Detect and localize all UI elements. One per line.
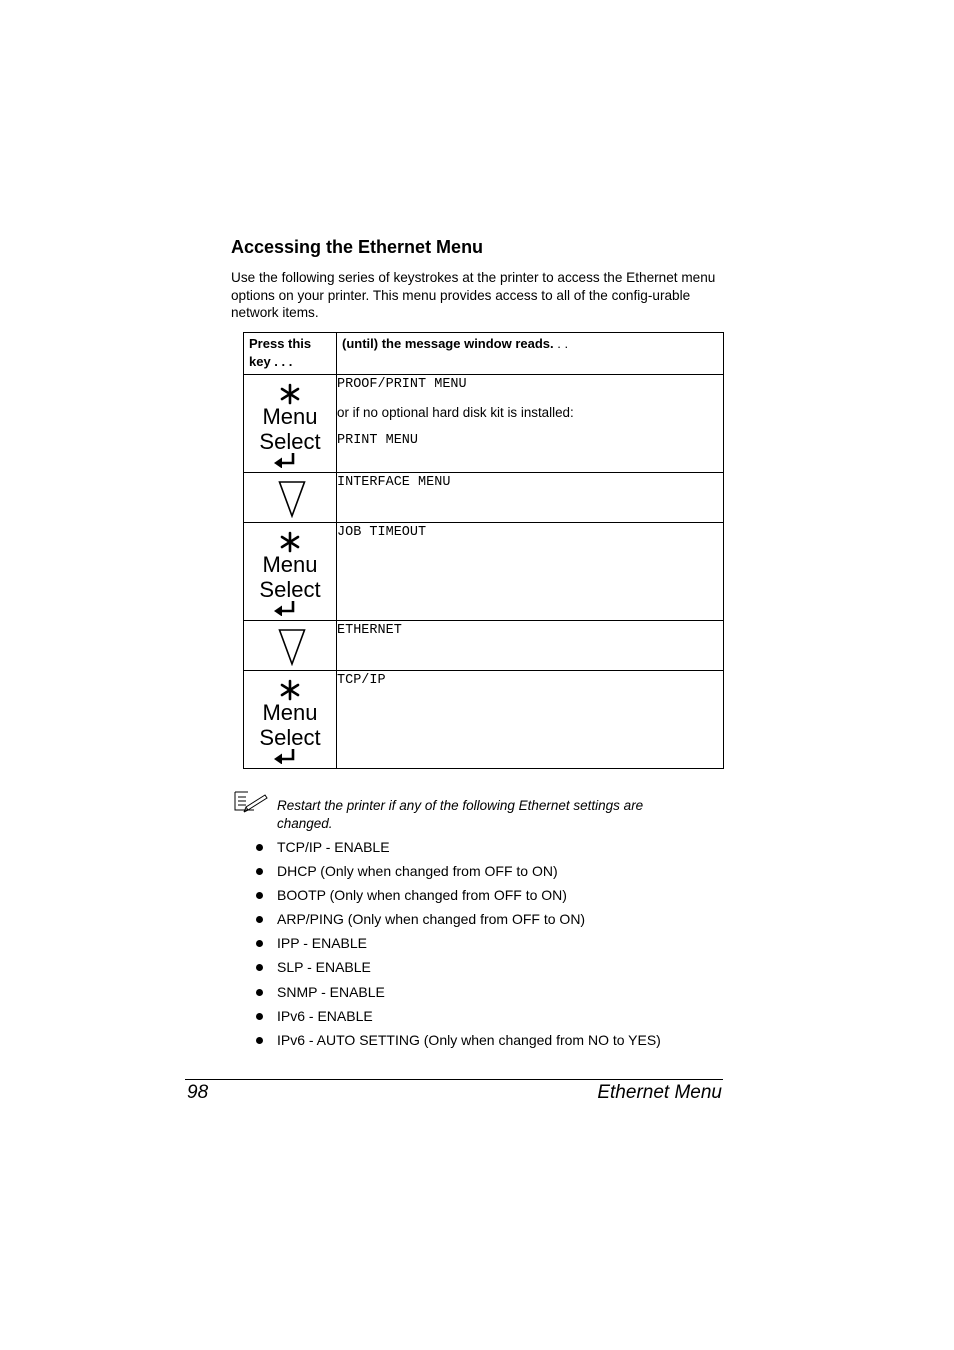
table-row bbox=[244, 473, 724, 523]
key-cell bbox=[244, 375, 337, 473]
list-item bbox=[256, 1004, 661, 1028]
table-row bbox=[244, 621, 724, 671]
message-text: INTERFACE MENU bbox=[337, 475, 451, 490]
list-item-text: IPv6 - AUTO SETTING (Only when changed from NO to YES) bbox=[277, 1031, 661, 1048]
list-item-text: ARP/PING (Only when changed from OFF to ON) bbox=[277, 911, 586, 928]
bullet-icon bbox=[256, 989, 263, 996]
message-cell bbox=[337, 621, 724, 671]
note-text: Restart the printer if any of the following Ethernet settings are changed. bbox=[277, 798, 644, 831]
asterisk-icon bbox=[282, 385, 298, 403]
message-cell bbox=[337, 473, 724, 523]
intro-paragraph: Use the following series of keystrokes at the printer to access the Ethernet menu options on your printer. This menu provides access to all of the config-urable network items. bbox=[231, 270, 716, 320]
message-text: TCP/IP bbox=[337, 673, 386, 688]
message-text-alternative: PRINT MENU bbox=[337, 433, 419, 448]
footer-divider bbox=[185, 1079, 723, 1080]
list-item-text: DHCP (Only when changed from OFF to ON) bbox=[277, 863, 558, 880]
bullet-icon bbox=[256, 844, 263, 851]
bullet-icon bbox=[256, 892, 263, 899]
menu-key-text: Menu bbox=[262, 404, 318, 429]
bullet-icon bbox=[256, 1013, 263, 1020]
list-item-text: TCP/IP - ENABLE bbox=[277, 839, 390, 855]
bullet-icon bbox=[256, 916, 263, 923]
message-cell bbox=[337, 523, 724, 621]
menu-select-key-icon bbox=[258, 530, 322, 616]
down-arrow-key-icon bbox=[278, 480, 306, 518]
message-cell bbox=[337, 671, 724, 769]
header-key-cell bbox=[244, 333, 337, 375]
select-key-text: Select bbox=[259, 577, 321, 602]
table-header-row bbox=[244, 333, 724, 375]
select-key-text: Select bbox=[259, 429, 321, 454]
menu-key-text: Menu bbox=[262, 700, 318, 725]
message-text: PROOF/PRINT MENU bbox=[337, 377, 467, 392]
menu-select-key-icon bbox=[258, 382, 322, 468]
asterisk-icon bbox=[282, 533, 298, 551]
bullet-icon bbox=[256, 1037, 263, 1044]
header-message-label: (until) the message window reads. bbox=[342, 336, 554, 351]
list-item-text: IPP - ENABLE bbox=[277, 935, 368, 952]
bullet-icon bbox=[256, 868, 263, 875]
list-item-text: IPv6 - ENABLE bbox=[277, 1007, 373, 1024]
bullet-icon bbox=[256, 940, 263, 947]
key-cell bbox=[244, 523, 337, 621]
key-cell bbox=[244, 621, 337, 671]
list-item-text: SNMP - ENABLE bbox=[277, 983, 385, 1000]
list-item-text: BOOTP (Only when changed from OFF to ON) bbox=[277, 887, 567, 904]
table-row bbox=[244, 523, 724, 621]
header-key-label: Press this key . . . bbox=[249, 336, 312, 369]
section-heading: Accessing the Ethernet Menu bbox=[231, 237, 484, 257]
footer-title: Ethernet Menu bbox=[597, 1082, 722, 1103]
message-text: ETHERNET bbox=[337, 623, 402, 638]
down-arrow-key-icon bbox=[278, 628, 306, 666]
list-item bbox=[256, 907, 661, 931]
keystroke-table bbox=[243, 332, 724, 769]
list-item bbox=[256, 859, 661, 883]
list-item bbox=[256, 955, 661, 979]
settings-list bbox=[256, 835, 661, 1052]
select-key-text: Select bbox=[259, 725, 321, 750]
table-row bbox=[244, 671, 724, 769]
list-item-text: SLP - ENABLE bbox=[277, 959, 371, 976]
list-item bbox=[256, 931, 661, 955]
message-text: JOB TIMEOUT bbox=[337, 525, 427, 540]
table-row bbox=[244, 375, 724, 473]
list-item bbox=[256, 883, 661, 907]
page-number: 98 bbox=[187, 1082, 209, 1103]
alternative-note: or if no optional hard disk kit is installed: bbox=[337, 405, 574, 420]
bullet-icon bbox=[256, 964, 263, 971]
list-item bbox=[256, 1028, 661, 1052]
list-item bbox=[256, 980, 661, 1004]
key-cell bbox=[244, 473, 337, 523]
header-message-dots: . . bbox=[553, 336, 569, 351]
header-message-cell bbox=[337, 333, 724, 375]
note-pencil-icon bbox=[232, 790, 268, 814]
menu-select-key-icon bbox=[258, 678, 322, 764]
menu-key-text: Menu bbox=[262, 552, 318, 577]
key-cell bbox=[244, 671, 337, 769]
asterisk-icon bbox=[282, 681, 298, 699]
message-cell bbox=[337, 375, 724, 473]
list-item bbox=[256, 835, 661, 859]
